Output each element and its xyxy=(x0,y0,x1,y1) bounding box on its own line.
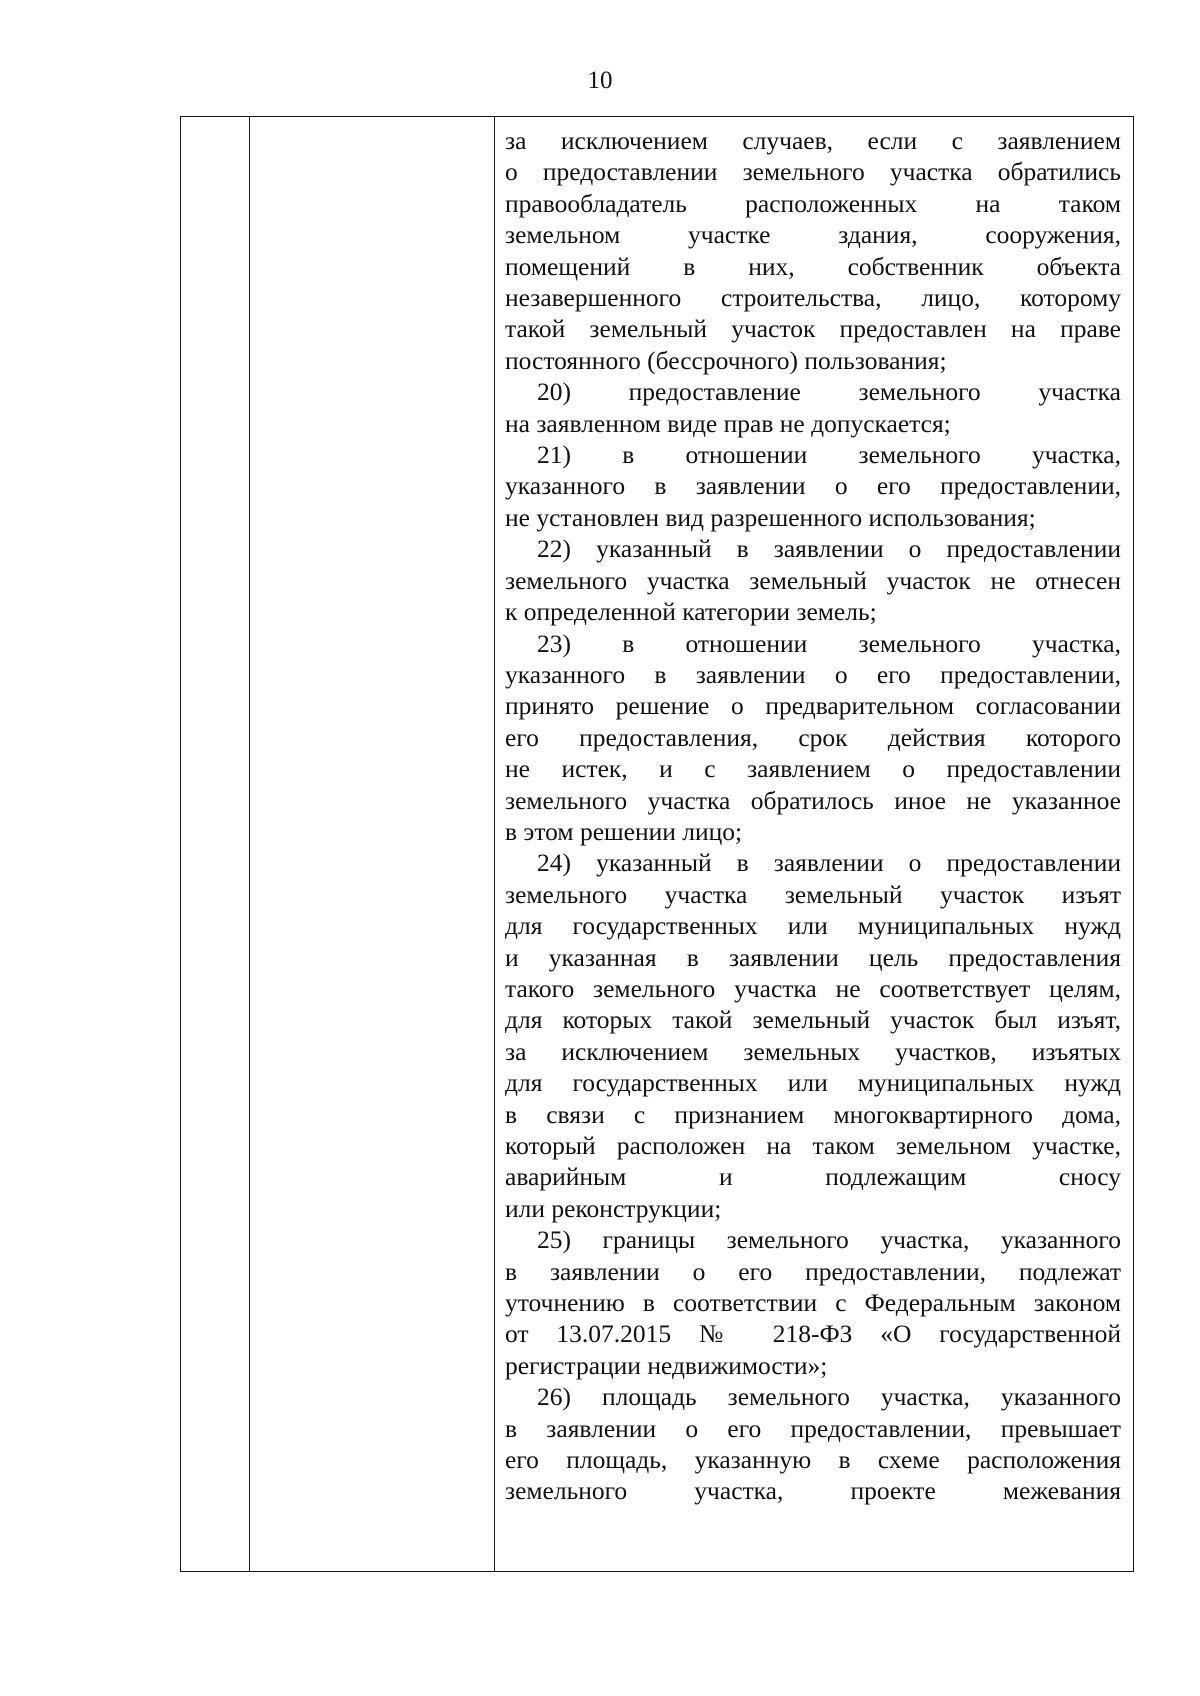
text-line: земельного участка земельный участок не отнесен xyxy=(505,565,1121,595)
text-line: указанного в заявлении о его предоставлении, xyxy=(505,659,1121,689)
text-line: такой земельный участок предоставлен на праве xyxy=(505,314,1121,344)
table-cell-text xyxy=(495,117,1134,1572)
text-line: принято решение о предварительном согласовании xyxy=(505,691,1121,721)
table-cell-name xyxy=(250,117,495,1572)
text-line: его площадь, указанную в схеме расположения xyxy=(505,1445,1121,1475)
text-line: 20) предоставление земельного участка xyxy=(537,377,1121,407)
text-line: регистрации недвижимости»; xyxy=(505,1350,828,1380)
text-line: в связи с признанием многоквартирного дома, xyxy=(505,1099,1121,1129)
text-line: за исключением случаев, если с заявлением xyxy=(505,126,1121,155)
text-line: 23) в отношении земельного участка, xyxy=(537,628,1121,658)
text-line: для государственных или муниципальных нужд xyxy=(505,1068,1121,1098)
table-cell-number xyxy=(181,117,250,1572)
text-line: аварийным и подлежащим сносу xyxy=(505,1162,1121,1192)
text-line: 26) площадь земельного участка, указанного xyxy=(537,1382,1121,1412)
text-line: уточнению в соответствии с Федеральным законом xyxy=(505,1288,1121,1318)
text-line: на заявленном виде прав не допускается; xyxy=(505,408,951,438)
text-line: к определенной категории земель; xyxy=(505,597,877,627)
text-line: правообладатель расположенных на таком xyxy=(505,188,1121,218)
text-line: земельного участка земельный участок изъят xyxy=(505,879,1121,909)
text-line: 25) границы земельного участка, указанного xyxy=(537,1225,1121,1255)
text-line: в заявлении о его предоставлении, превышает xyxy=(505,1413,1121,1443)
text-line: земельного участка, проекте межевания xyxy=(505,1476,1121,1506)
text-line: или реконструкции; xyxy=(505,1193,722,1223)
text-line: не установлен вид разрешенного использования; xyxy=(505,502,1036,532)
text-line: о предоставлении земельного участка обратились xyxy=(505,157,1121,187)
text-line: 22) указанный в заявлении о предоставлении xyxy=(537,534,1121,564)
text-line: постоянного (бессрочного) пользования; xyxy=(505,345,947,375)
text-line: для государственных или муниципальных нужд xyxy=(505,911,1121,941)
text-line: который расположен на таком земельном участке, xyxy=(505,1131,1121,1160)
text-line: для которых такой земельный участок был изъят, xyxy=(505,1005,1121,1035)
text-line: 21) в отношении земельного участка, xyxy=(537,440,1121,470)
text-line: такого земельного участка не соответствует целям, xyxy=(505,973,1121,1003)
text-line: земельном участке здания, сооружения, xyxy=(505,220,1121,250)
text-line: от 13.07.2015 № 218-ФЗ «О государственной xyxy=(505,1319,1121,1349)
table-row xyxy=(181,117,1134,1572)
text-line: помещений в них, собственник объекта xyxy=(505,251,1121,281)
page-number: 10 xyxy=(587,67,613,94)
text-line: в заявлении о его предоставлении, подлежат xyxy=(505,1256,1121,1286)
text-line: в этом решении лицо; xyxy=(505,816,743,846)
text-line: его предоставления, срок действия которого xyxy=(505,722,1121,752)
text-line: земельного участка обратилось иное не указанное xyxy=(505,785,1121,815)
text-line: 24) указанный в заявлении о предоставлении xyxy=(537,848,1121,878)
text-line: указанного в заявлении о его предоставлении, xyxy=(505,471,1121,501)
refusal-grounds-text xyxy=(505,125,1121,1507)
text-line: не истек, и с заявлением о предоставлении xyxy=(505,754,1121,784)
text-line: за исключением земельных участков, изъятых xyxy=(505,1036,1121,1066)
text-line: незавершенного строительства, лицо, которому xyxy=(505,283,1121,313)
text-line: и указанная в заявлении цель предоставления xyxy=(505,942,1121,972)
document-table xyxy=(180,116,1134,1572)
